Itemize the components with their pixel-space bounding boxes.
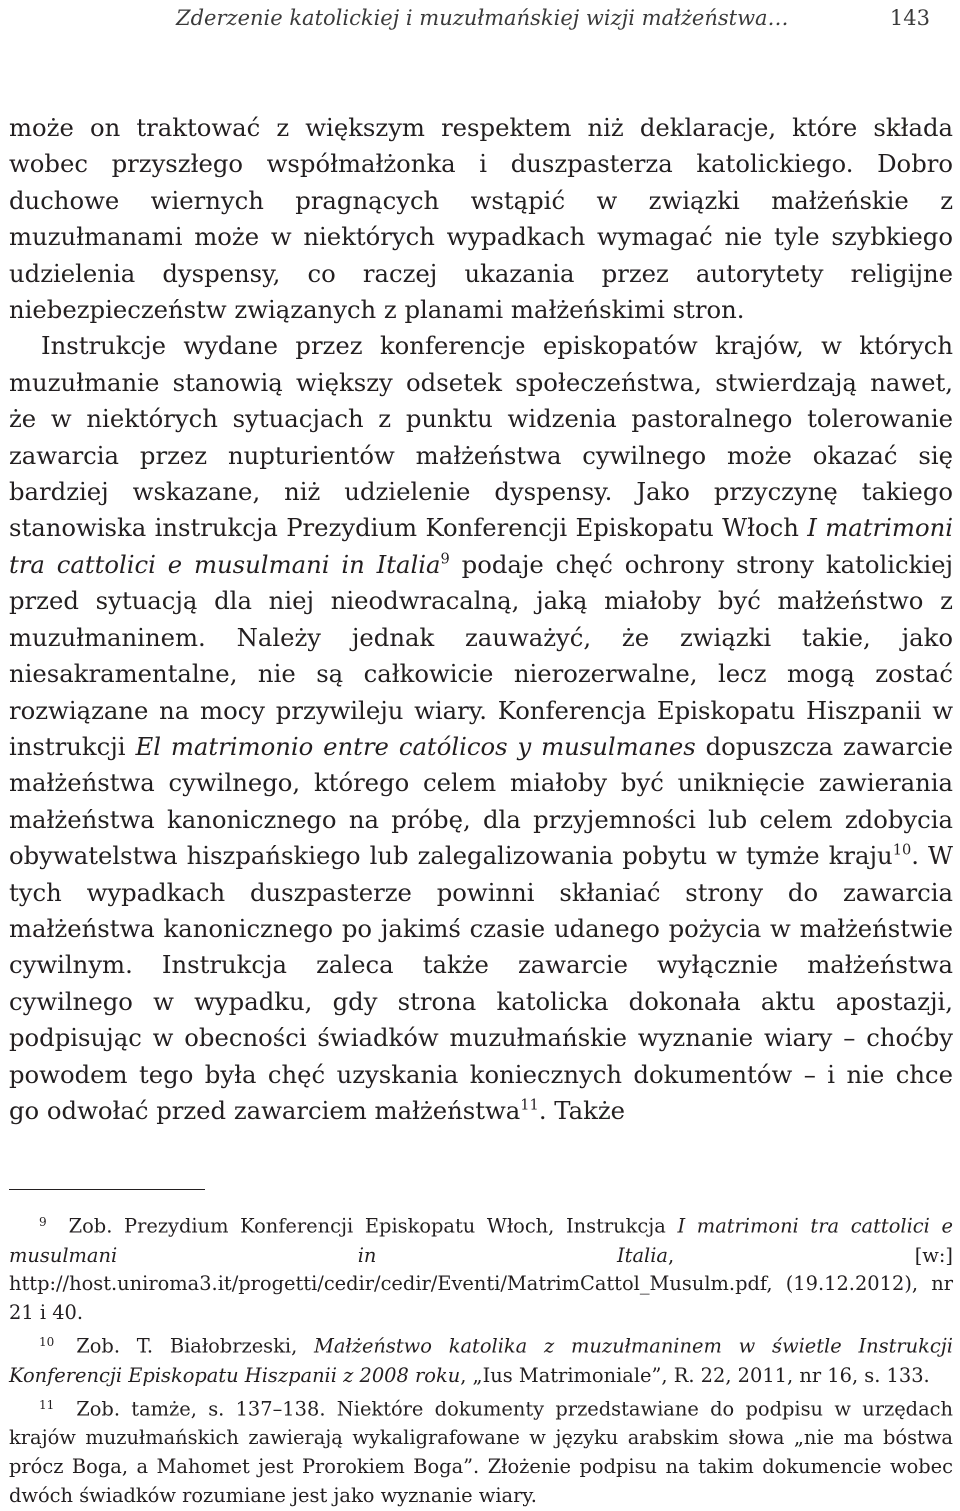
paragraph-2-text-5: . Także <box>538 1095 625 1125</box>
footnote-number: 10 <box>39 1335 55 1350</box>
footnote-italic: I matrimoni tra cattolici e musulmani in Italia <box>9 1214 953 1267</box>
paragraph-2-text-1: Instrukcje wydane przez konferencje episkopatów krajów, w których muzułmanie stanowią większy odsetek społeczeństwa, stwierdzają nawet, że w niektórych sytuacjach z punktu widzenia pastoralnego tolerowanie zawarcia przez nupturientów małżeństwa cywilnego może okazać się bardziej wskazane, niż udzielenie dyspensy. Jako przyczynę takiego stanowiska instrukcja Prezydium Konferencji Episkopatu Włoch <box>9 331 953 543</box>
footnote-11 <box>9 1391 953 1511</box>
footnote-text: Zob. Prezydium Konferencji Episkopatu Włoch, Instrukcja <box>68 1214 678 1238</box>
footnote-9 <box>9 1208 953 1328</box>
footnote-number: 9 <box>39 1215 47 1229</box>
running-header <box>176 0 930 36</box>
paragraph-2-text-4: . W tych wypadkach duszpasterze powinni skłaniać strony do zawarcia małżeństwa kanonicznego po jakimś czasie udanego pożycia w małżeństwie cywilnym. Instrukcja zaleca także zawarcie wyłącznie małżeństwa cywilnego w wypadku, gdy strona katolicka dokonała aktu apostazji, podpisując w obecności świadków muzułmańskie wyznanie wiary – choćby powodem tego była chęć uzyskania koniecznych dokumentów – i nie chce go odwołać przed zawarciem małżeństwa <box>9 841 953 1125</box>
italic-title-italy: I matrimoni tra cattolici e musulmani in Italia <box>9 513 953 579</box>
page-number: 143 <box>889 6 930 30</box>
footnote-text: , „Ius Matrimoniale”, R. 22, 2011, nr 16, s. 133. <box>460 1363 930 1387</box>
paragraph-2-text-2: podaje chęć ochrony strony katolickiej przed sytuacją dla niej nieodwracalną, jaką miałoby być małżeństwo z muzułmaninem. Należy jednak zauważyć, że związki takie, jako niesakramentalne, nie są całkowicie nierozerwalne, lecz mogą zostać rozwiązane na mocy przywileju wiary. Konferencja Episkopatu Hiszpanii w instrukcji <box>9 549 953 761</box>
footnote-ref-10[interactable]: 10 <box>892 841 912 859</box>
footnote-ref-9[interactable]: 9 <box>440 550 450 568</box>
footnotes <box>9 1208 953 1511</box>
paragraph-2 <box>9 328 953 1129</box>
main-text <box>9 110 953 1129</box>
footnote-10 <box>9 1328 953 1390</box>
italic-title-spain: El matrimonio entre católicos y musulmanes <box>135 731 696 761</box>
paragraph-2-text-3: dopuszcza zawarcie małżeństwa cywilnego, którego celem miałoby być uniknięcie zawierania małżeństwa kanonicznego na próbę, dla przyjemności lub celem zdobycia obywatelstwa hiszpańskiego lub zalegalizowania pobytu w tymże kraju <box>9 731 953 871</box>
footnote-separator <box>9 1189 205 1190</box>
footnote-text: , [w:] http://host.uniroma3.it/progetti/cedir/cedir/Eventi/MatrimCattol_Musulm.pdf, (19.12.2012), nr 21 i 40. <box>9 1243 953 1325</box>
footnote-italic: Małżeństwo katolika z muzułmaninem w świetle Instrukcji Konferencji Episkopatu Hiszpanii z 2008 roku <box>9 1334 953 1387</box>
paragraph-1: może on traktować z większym respektem niż deklaracje, które składa wobec przyszłego współmałżonka i duszpasterza katolickiego. Dobro duchowe wiernych pragnących wstąpić w związki małżeńskie z muzułmanami może w niektórych wypadkach wymagać nie tyle szybkiego udzielenia dyspensy, co raczej ukazania przez autorytety religijne niebezpieczeństw związanych z planami małżeńskimi stron. <box>9 113 953 325</box>
footnote-text: Zob. T. Białobrzeski, <box>76 1334 315 1358</box>
footnote-text: Zob. tamże, s. 137–138. Niektóre dokumenty przedstawiane do podpisu w urzędach krajów muzułmańskich zawierają wykaligrafowane w języku arabskim słowa „nie ma bóstwa prócz Boga, a Mahomet jest Prorokiem Boga”. Złożenie podpisu na takim dokumencie wobec dwóch świadków rozumiane jest jako wyznanie wiary. <box>9 1397 953 1507</box>
footnote-number: 11 <box>39 1397 55 1412</box>
footnote-ref-11[interactable]: 11 <box>520 1096 539 1114</box>
running-title: Zderzenie katolickiej i muzułmańskiej wizji małżeństwa… <box>176 6 789 30</box>
